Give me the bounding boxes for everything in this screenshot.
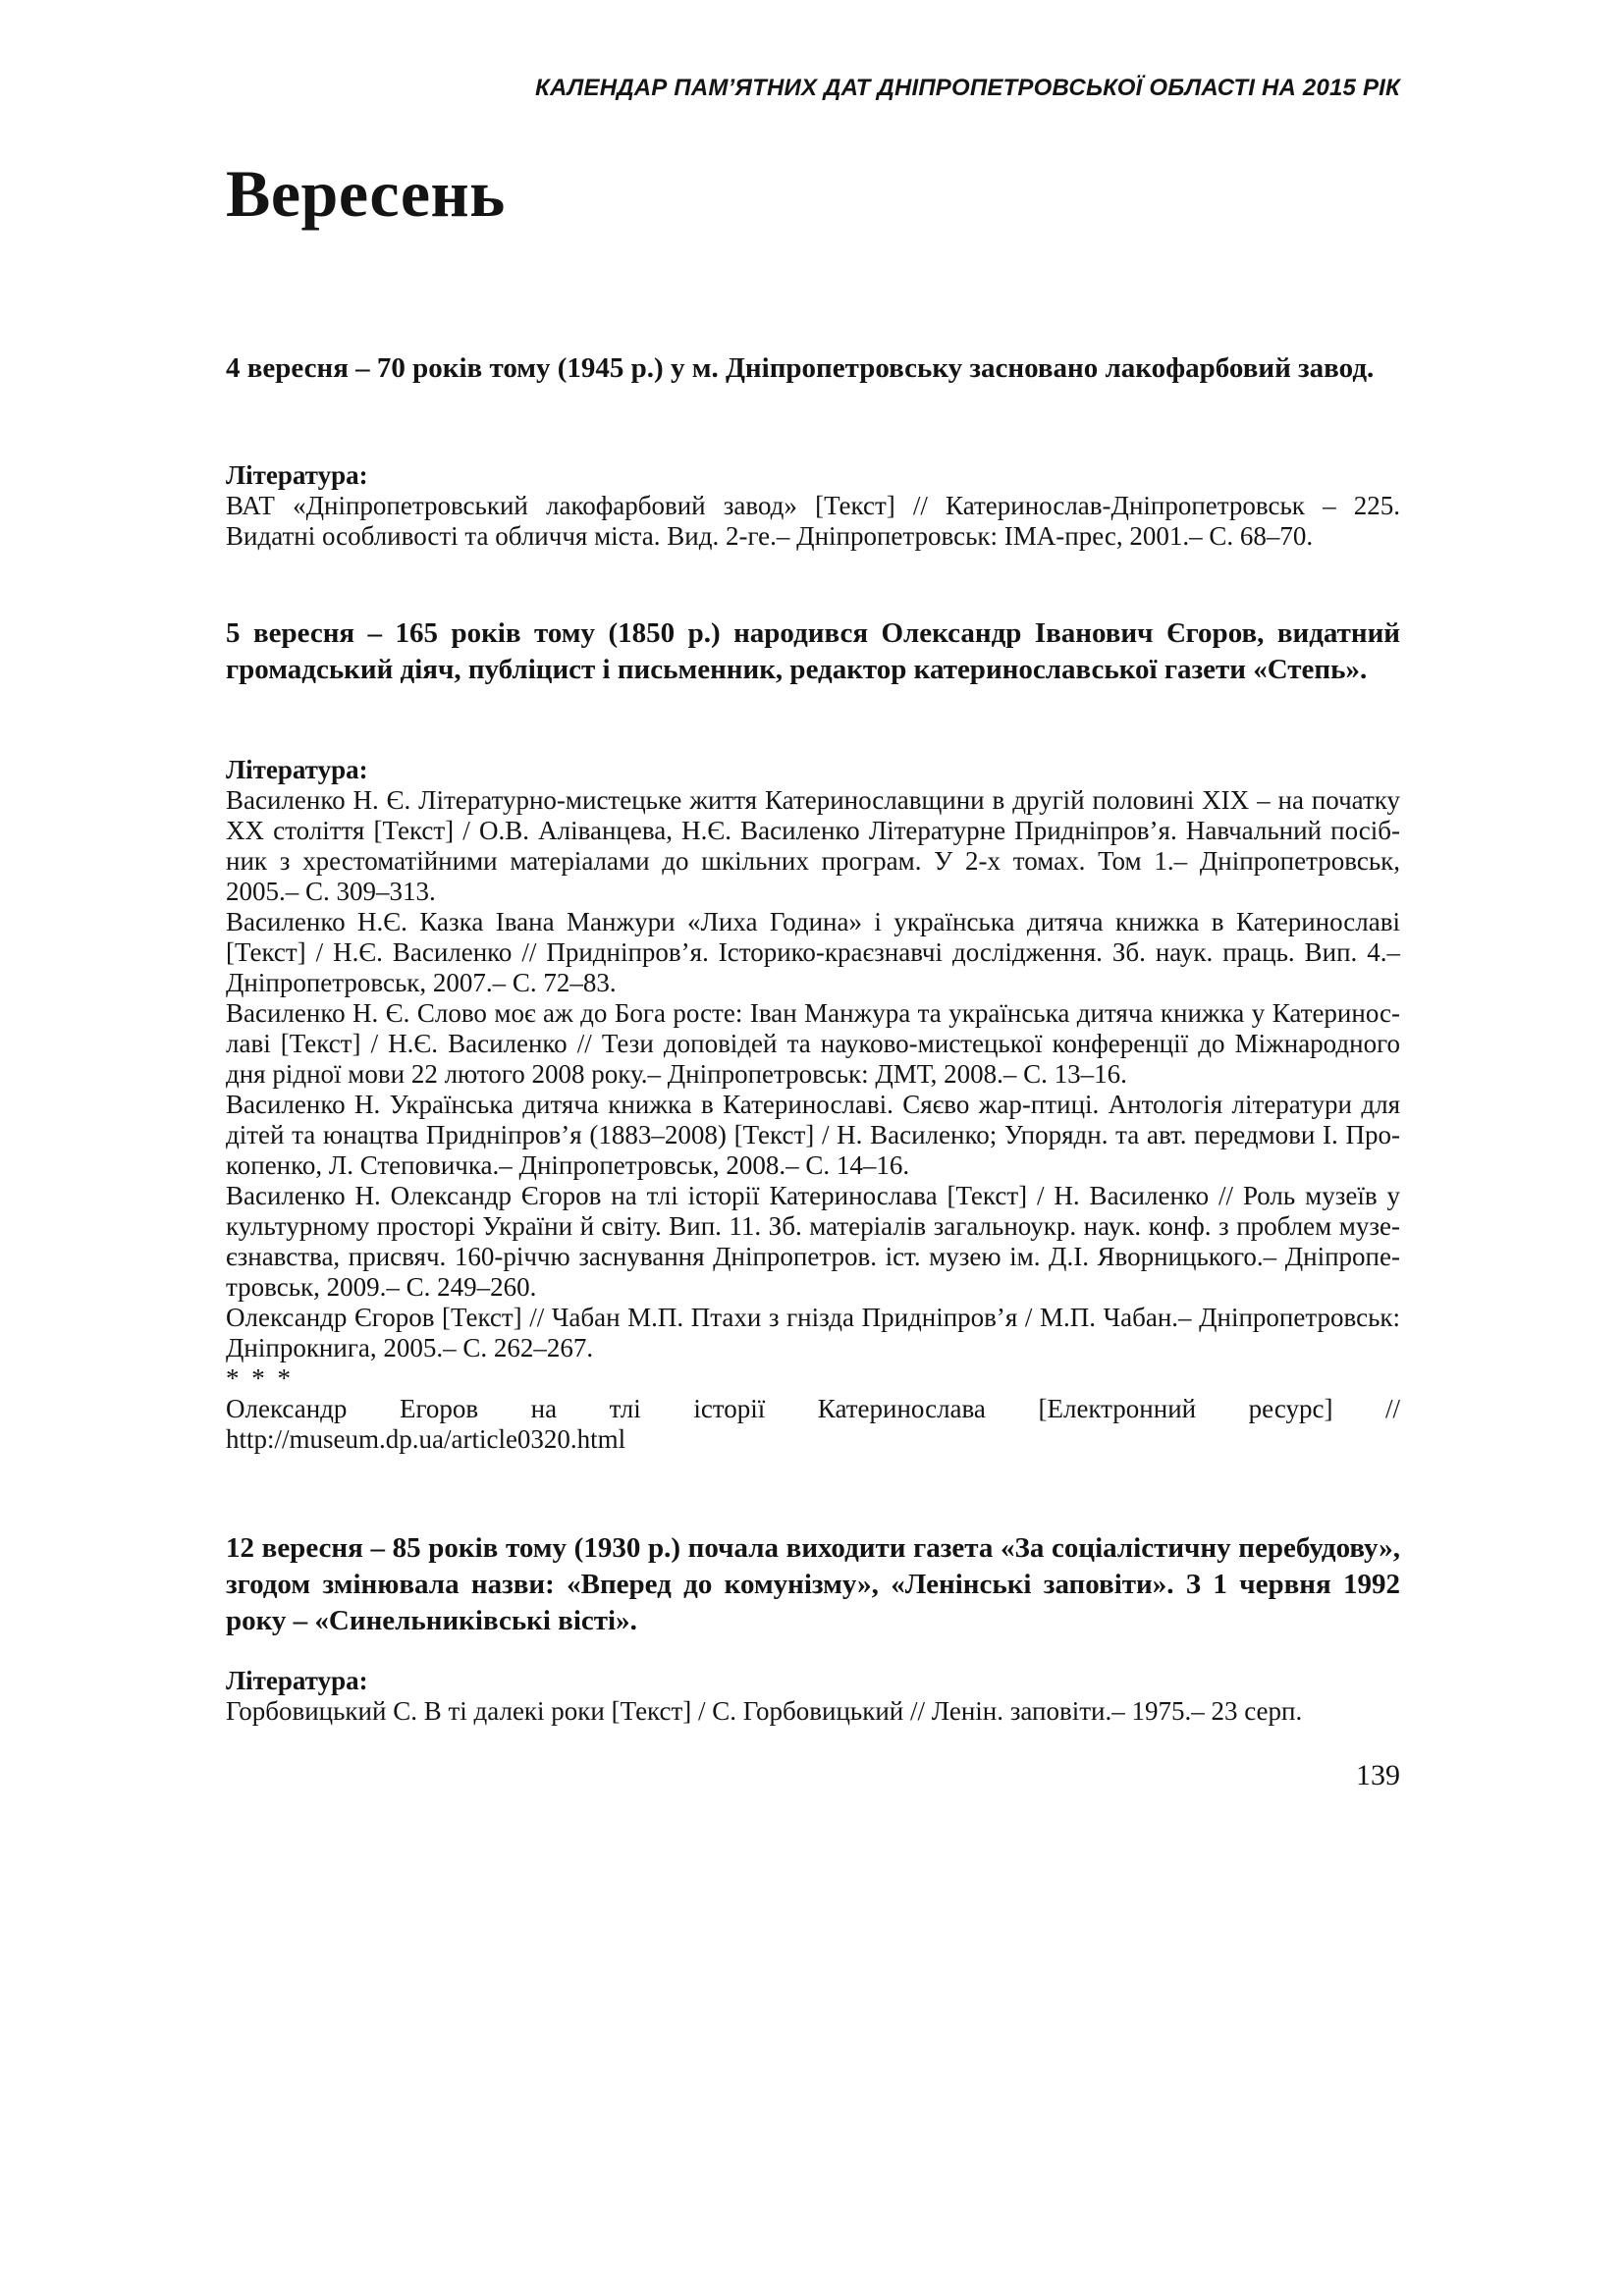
literature-label: Література: [226, 755, 368, 784]
running-header: КАЛЕНДАР ПАМ’ЯТНИХ ДАТ ДНІПРОПЕТРОВСЬКОЇ ОБЛАСТІ НА 2015 РІК [535, 75, 1400, 101]
literature-section [226, 755, 1400, 1455]
entry-heading: 12 вересня – 85 років тому (1930 р.) почала виходити газета «За соціалістичну перебудову», згодом змінювала назви: «Вперед до комунізму», «Ленінські заповіти». З 1 червня 1992 року – «Синельниківські вісті». [226, 1532, 1400, 1636]
electronic-resource-reference [226, 1394, 1400, 1455]
entry-heading: 4 вересня – 70 років тому (1945 р.) у м. Дніпропетровську засновано лакофарбовий завод. [226, 352, 1375, 384]
electronic-resource-text: Олександр Егоров на тлі історії Катеринослава [Електронний ресурс] // [226, 1394, 1400, 1423]
literature-label: Література: [226, 460, 368, 490]
reference-item: ВАТ «Дніпропетровський лакофарбовий завод» [Текст] // Катеринослав-Дніпропетровськ – 225. Видатні особливості та обличчя міста. Вид. 2-ге.– Дніпропетровськ: ІМА-прес, 2001.– С. 68–70. [226, 491, 1400, 551]
literature-section [226, 460, 1400, 552]
literature-label: Література: [226, 1666, 368, 1695]
resource-url: http://museum.dp.ua/article0320.html [226, 1424, 626, 1454]
literature-section [226, 1666, 1400, 1727]
entry-heading: 5 вересня – 165 років тому (1850 р.) народився Олександр Іванович Єгоров, видатний громадський діяч, публіцист і письменник, редактор катеринославської газети «Степь». [226, 617, 1400, 685]
reference-item: Василенко Н. Українська дитяча книжка в Катеринославі. Сяєво жар-птиці. Антологія літератури для дітей та юнацтва Придніпров’я (1883–2008) [Текст] / Н. Василенко; Упорядн. та авт. передмови І. Прокопенко, Л. Степовичка.– Дніпропетровськ, 2008.– С. 14–16. [226, 1090, 1400, 1180]
asterisk-separator: * * * [226, 1363, 294, 1393]
reference-item: Василенко Н. Є. Літературно-мистецьке життя Катеринославщини в другій половині XIX – на початку XX століття [Текст] / О.В. Аліванцева, Н.Є. Василенко Літературне Придніпров’я. Навчальний посібник з хрестоматійними матеріалами до шкільних програм. У 2-х томах. Том 1.– Дніпропетровськ, 2005.– С. 309–313. [226, 785, 1400, 906]
reference-item: Олександр Єгоров [Текст] // Чабан М.П. Птахи з гнізда Придніпров’я / М.П. Чабан.– Дніпропетровськ: Дніпрокнига, 2005.– С. 262–267. [226, 1303, 1400, 1362]
reference-item: Василенко Н. Олександр Єгоров на тлі історії Катеринослава [Текст] / Н. Василенко // Роль музеїв у культурному просторі України й світу. Вип. 11. Зб. матеріалів загальноукр. наук. конф. з проблем музеєзнавства, присвяч. 160-річчю заснування Дніпропетров. іст. музею ім. Д.І. Яворницького.– Дніпропетровськ, 2009.– С. 249–260. [226, 1181, 1400, 1302]
reference-item: Василенко Н.Є. Казка Івана Манжури «Лиха Година» і українська дитяча книжка в Катеринославі [Текст] / Н.Є. Василенко // Придніпров’я. Історико-краєзнавчі дослідження. Зб. наук. праць. Вип. 4.– Дніпропетровськ, 2007.– С. 72–83. [226, 907, 1400, 997]
page-number: 139 [1356, 1759, 1400, 1791]
reference-item: Горбовицький С. В ті далекі роки [Текст] / С. Горбовицький // Ленін. заповіти.– 1975.– 23 серп. [226, 1696, 1303, 1726]
reference-item: Василенко Н. Є. Слово моє аж до Бога росте: Іван Манжура та українська дитяча книжка у Катеринославі [Текст] / Н.Є. Василенко // Тези доповідей та науково-мистецької конференції до Міжнародного дня рідної мови 22 лютого 2008 року.– Дніпропетровськ: ДМТ, 2008.– С. 13–16. [226, 998, 1400, 1089]
page-title: Вересень [226, 156, 506, 231]
